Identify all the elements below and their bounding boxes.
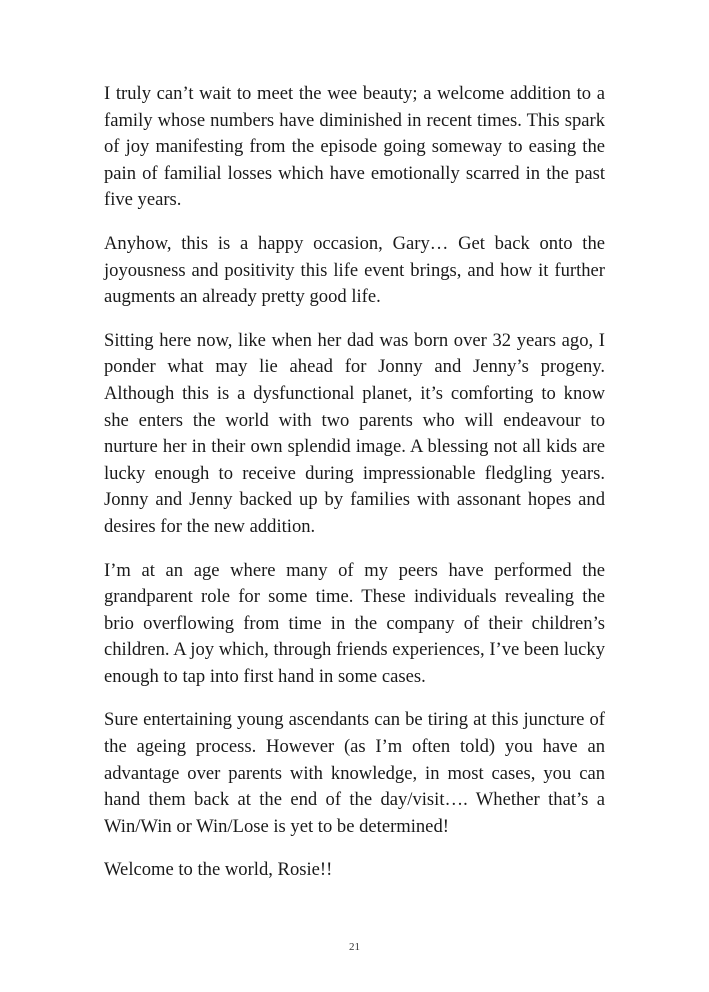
paragraph-3: Sitting here now, like when her dad was born over 32 years ago, I ponder what may lie ahead for Jonny and Jenny’s progeny. Although this is a dysfunctional planet, it’s comforting to know she enters the world with two parents who will endeavour to nurture her in their own splendid image. A blessing not all kids are lucky enough to receive during impressionable fledgling years. Jonny and Jenny backed up by families with assonant hopes and desires for the new addition. xyxy=(104,329,605,537)
paragraph-2: Anyhow, this is a happy occasion, Gary… Get back onto the joyousness and positivity this life event brings, and how it further augments an already pretty good life. xyxy=(104,232,605,308)
page-number: 21 xyxy=(349,941,360,953)
paragraph-6: Welcome to the world, Rosie!! xyxy=(104,859,333,881)
body-text xyxy=(104,81,605,901)
paragraph-5: Sure entertaining young ascendants can be tiring at this juncture of the ageing process. However (as I’m often told) you have an advantage over parents with knowledge, in most cases, you can hand them back at the end of the day/visit…. Whether that’s a Win/Win or Win/Lose is yet to be determined! xyxy=(104,709,605,837)
paragraph-1: I truly can’t wait to meet the wee beauty; a welcome addition to a family whose numbers have diminished in recent times. This spark of joy manifesting from the episode going someway to easing the pain of familial losses which have emotionally scarred in the past five years. xyxy=(104,83,605,211)
paragraph-4: I’m at an age where many of my peers have performed the grandparent role for some time. These individuals revealing the brio overflowing from time in the company of their children’s children. A joy which, through friends experiences, I’ve been lucky enough to tap into first hand in some cases. xyxy=(104,559,605,687)
